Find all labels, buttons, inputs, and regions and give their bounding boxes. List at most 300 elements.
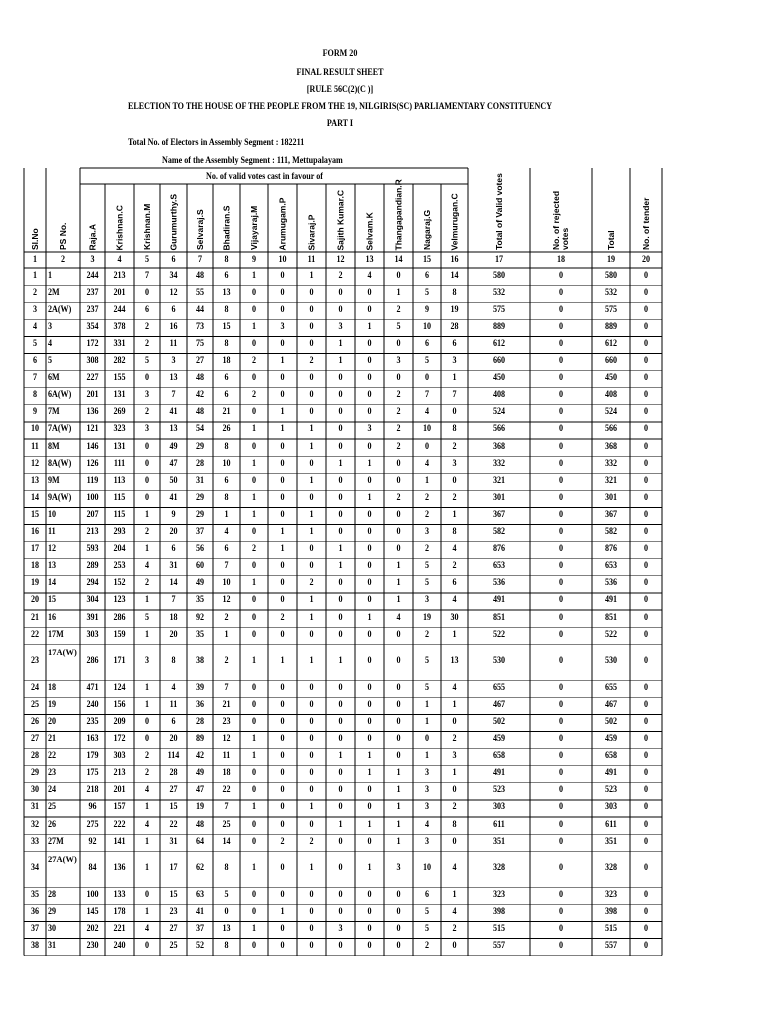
- vote-count-cell: 1: [309, 595, 314, 606]
- vote-count-cell: 1: [144, 682, 150, 693]
- vote-count-cell: 0: [396, 751, 401, 762]
- vote-count-cell: 235: [86, 716, 99, 727]
- vote-count-cell: 0: [396, 682, 401, 693]
- vote-count-cell: 0: [558, 270, 564, 281]
- polling-station-number: 24: [48, 785, 57, 796]
- vote-count-cell: 0: [367, 785, 372, 796]
- vote-count-cell: 0: [558, 923, 564, 934]
- vote-count-cell: 0: [144, 492, 150, 503]
- vote-count-cell: 7: [171, 390, 176, 401]
- vote-count-cell: 2: [396, 441, 401, 452]
- vote-count-cell: 1: [309, 270, 314, 281]
- vote-count-cell: 1: [280, 527, 285, 538]
- polling-station-number: 12: [48, 544, 57, 555]
- vote-count-cell: 0: [643, 441, 649, 452]
- vote-count-cell: 391: [86, 612, 99, 623]
- polling-station-number: 13: [48, 561, 57, 572]
- vote-count-cell: 580: [492, 270, 506, 281]
- vote-count-cell: 0: [251, 785, 257, 796]
- vote-count-cell: 876: [492, 544, 506, 555]
- vote-count-cell: 0: [367, 699, 372, 710]
- row-serial-number: 19: [30, 578, 40, 589]
- vote-count-cell: 25: [222, 819, 231, 830]
- vote-count-cell: 0: [251, 629, 257, 640]
- vote-count-cell: 6: [171, 304, 176, 315]
- vote-count-cell: 3: [396, 863, 401, 874]
- vote-count-cell: 3: [424, 527, 430, 538]
- vote-count-cell: 0: [643, 863, 649, 874]
- vote-count-cell: 114: [167, 751, 180, 762]
- vote-count-cell: 536: [604, 578, 618, 589]
- column-number: 17: [494, 255, 504, 265]
- vote-count-cell: 286: [86, 656, 99, 667]
- vote-count-cell: 0: [280, 923, 285, 934]
- vote-count-cell: 491: [604, 595, 618, 606]
- vote-count-cell: 0: [280, 785, 285, 796]
- vote-count-cell: 1: [452, 889, 457, 900]
- column-number: 13: [365, 255, 374, 265]
- vote-count-cell: 3: [144, 390, 150, 401]
- vote-count-cell: 0: [367, 734, 372, 745]
- polling-station-number: 19: [48, 699, 57, 710]
- vote-count-cell: 19: [195, 802, 205, 813]
- vote-count-cell: 2: [338, 270, 343, 281]
- vote-count-cell: 0: [280, 802, 285, 813]
- vote-count-cell: 28: [195, 458, 205, 469]
- vote-count-cell: 9: [171, 509, 176, 520]
- vote-count-cell: 0: [251, 561, 257, 572]
- vote-count-cell: 0: [280, 578, 285, 589]
- vote-count-cell: 532: [604, 287, 618, 298]
- vote-count-cell: 0: [338, 407, 343, 418]
- vote-count-cell: 0: [280, 458, 285, 469]
- vote-count-cell: 6: [224, 475, 229, 486]
- column-number: 7: [197, 255, 203, 265]
- vote-count-cell: 13: [222, 287, 231, 298]
- vote-count-cell: 0: [396, 544, 401, 555]
- vote-count-cell: 653: [604, 561, 618, 572]
- vote-count-cell: 0: [309, 561, 314, 572]
- vote-count-cell: 23: [222, 716, 231, 727]
- vote-count-cell: 0: [367, 941, 372, 952]
- vote-count-cell: 6: [144, 304, 150, 315]
- row-serial-number: 35: [30, 889, 40, 900]
- row-serial-number: 38: [30, 941, 40, 952]
- vote-count-cell: 0: [367, 595, 372, 606]
- vote-count-cell: 5: [144, 612, 150, 623]
- vote-count-cell: 0: [396, 458, 401, 469]
- vote-count-cell: 1: [144, 629, 150, 640]
- vote-count-cell: 0: [558, 941, 564, 952]
- vote-count-cell: 1: [396, 819, 401, 830]
- vote-count-cell: 92: [88, 836, 97, 847]
- vote-count-cell: 2: [396, 407, 401, 418]
- vote-count-cell: 1: [144, 906, 150, 917]
- vote-count-cell: 163: [86, 734, 99, 745]
- polling-station-number: 25: [48, 802, 57, 813]
- vote-count-cell: 0: [251, 441, 257, 452]
- vote-count-cell: 227: [86, 373, 99, 384]
- column-header-total-of-valid-votes: Total of Valid votes: [493, 173, 504, 250]
- vote-count-cell: 378: [113, 321, 126, 332]
- vote-count-cell: 0: [367, 561, 372, 572]
- vote-count-cell: 0: [280, 390, 285, 401]
- vote-count-cell: 2: [452, 441, 457, 452]
- vote-count-cell: 0: [280, 699, 285, 710]
- vote-count-cell: 3: [424, 595, 430, 606]
- vote-count-cell: 6: [452, 338, 457, 349]
- vote-count-cell: 26: [222, 424, 231, 435]
- vote-count-cell: 0: [452, 836, 457, 847]
- vote-count-cell: 2: [396, 390, 401, 401]
- vote-count-cell: 5: [424, 561, 430, 572]
- polling-station-number: 21: [48, 734, 57, 745]
- vote-count-cell: 0: [396, 338, 401, 349]
- row-serial-number: 15: [30, 509, 40, 520]
- vote-count-cell: 4: [144, 561, 150, 572]
- vote-count-cell: 6: [424, 338, 430, 349]
- vote-count-cell: 301: [492, 492, 506, 503]
- vote-count-cell: 1: [309, 802, 314, 813]
- vote-count-cell: 6: [424, 889, 430, 900]
- vote-count-cell: 5: [424, 287, 430, 298]
- vote-count-cell: 0: [144, 287, 150, 298]
- vote-count-cell: 0: [309, 407, 314, 418]
- vote-count-cell: 6: [224, 270, 229, 281]
- vote-count-cell: 0: [280, 287, 285, 298]
- vote-count-cell: 471: [86, 682, 99, 693]
- vote-count-cell: 612: [492, 338, 506, 349]
- form-title: FORM 20: [322, 49, 358, 59]
- vote-count-cell: 308: [86, 356, 99, 367]
- vote-count-cell: 0: [558, 304, 564, 315]
- vote-count-cell: 244: [113, 304, 126, 315]
- polling-station-number: 16: [48, 612, 57, 623]
- vote-count-cell: 209: [113, 716, 126, 727]
- vote-count-cell: 557: [604, 941, 618, 952]
- vote-count-cell: 42: [195, 390, 205, 401]
- vote-count-cell: 0: [396, 716, 401, 727]
- vote-count-cell: 0: [367, 836, 372, 847]
- vote-count-cell: 0: [251, 527, 257, 538]
- vote-count-cell: 8: [171, 656, 176, 667]
- vote-count-cell: 0: [643, 682, 649, 693]
- vote-count-cell: 0: [338, 424, 343, 435]
- vote-count-cell: 0: [558, 321, 564, 332]
- vote-count-cell: 6: [424, 270, 430, 281]
- vote-count-cell: 218: [86, 785, 99, 796]
- column-number: 18: [556, 255, 566, 265]
- vote-count-cell: 321: [492, 475, 506, 486]
- row-serial-number: 27: [30, 734, 40, 745]
- vote-count-cell: 123: [113, 595, 126, 606]
- vote-count-cell: 47: [195, 785, 205, 796]
- vote-count-cell: 0: [643, 287, 649, 298]
- vote-count-cell: 275: [86, 819, 99, 830]
- vote-count-cell: 0: [643, 612, 649, 623]
- vote-count-cell: 115: [113, 492, 126, 503]
- vote-count-cell: 13: [222, 923, 231, 934]
- row-serial-number: 29: [30, 768, 40, 779]
- vote-count-cell: 113: [113, 475, 126, 486]
- vote-count-cell: 20: [169, 527, 178, 538]
- vote-count-cell: 0: [424, 441, 430, 452]
- vote-count-cell: 14: [169, 578, 178, 589]
- vote-count-cell: 450: [604, 373, 618, 384]
- vote-count-cell: 2: [309, 578, 314, 589]
- vote-count-cell: 523: [604, 785, 618, 796]
- vote-count-cell: 1: [367, 819, 372, 830]
- vote-count-cell: 1: [251, 492, 257, 503]
- vote-count-cell: 16: [169, 321, 178, 332]
- vote-count-cell: 1: [144, 802, 150, 813]
- vote-count-cell: 1: [224, 629, 229, 640]
- vote-count-cell: 1: [280, 906, 285, 917]
- polling-station-number: 31: [48, 941, 57, 952]
- vote-count-cell: 201: [113, 785, 126, 796]
- vote-count-cell: 282: [113, 356, 126, 367]
- polling-station-number: 10: [48, 509, 57, 520]
- vote-count-cell: 2: [251, 544, 257, 555]
- vote-count-cell: 0: [338, 682, 343, 693]
- column-number: 16: [450, 255, 459, 265]
- row-serial-number: 16: [30, 527, 40, 538]
- vote-count-cell: 0: [309, 785, 314, 796]
- vote-count-cell: 31: [169, 836, 178, 847]
- vote-count-cell: 240: [86, 699, 99, 710]
- vote-count-cell: 2: [280, 612, 285, 623]
- vote-count-cell: 0: [224, 906, 229, 917]
- vote-count-cell: 1: [452, 768, 457, 779]
- vote-count-cell: 0: [367, 578, 372, 589]
- vote-count-cell: 491: [492, 768, 506, 779]
- vote-count-cell: 8: [224, 492, 229, 503]
- vote-count-cell: 367: [492, 509, 506, 520]
- vote-count-cell: 0: [251, 836, 257, 847]
- vote-count-cell: 1: [251, 578, 257, 589]
- vote-count-cell: 2: [144, 338, 150, 349]
- column-number: 12: [336, 255, 345, 265]
- vote-count-cell: 0: [367, 356, 372, 367]
- vote-count-cell: 0: [424, 373, 430, 384]
- vote-count-cell: 0: [558, 373, 564, 384]
- vote-count-cell: 1: [251, 424, 257, 435]
- vote-count-cell: 459: [604, 734, 618, 745]
- vote-count-cell: 27: [169, 785, 178, 796]
- election-title: ELECTION TO THE HOUSE OF THE PEOPLE FROM THE 19, NILGIRIS(SC) PARLIAMENTARY CONSTITUENCY: [127, 102, 553, 112]
- vote-count-cell: 0: [558, 356, 564, 367]
- vote-count-cell: 289: [86, 561, 99, 572]
- vote-count-cell: 23: [169, 906, 178, 917]
- vote-count-cell: 1: [309, 509, 314, 520]
- vote-count-cell: 658: [604, 751, 618, 762]
- vote-count-cell: 131: [113, 441, 126, 452]
- vote-count-cell: 237: [86, 287, 99, 298]
- vote-count-cell: 1: [367, 321, 372, 332]
- vote-count-cell: 21: [222, 407, 231, 418]
- vote-count-cell: 0: [452, 785, 457, 796]
- vote-count-cell: 19: [450, 304, 459, 315]
- vote-count-cell: 0: [309, 321, 314, 332]
- vote-count-cell: 575: [492, 304, 506, 315]
- column-header-sajith-kumar-c: Sajith Kumar.C: [335, 189, 345, 250]
- vote-count-cell: 37: [195, 923, 205, 934]
- vote-count-cell: 7: [424, 390, 430, 401]
- vote-count-cell: 0: [309, 544, 314, 555]
- vote-count-cell: 240: [113, 941, 126, 952]
- vote-count-cell: 6: [171, 716, 176, 727]
- vote-count-cell: 582: [492, 527, 506, 538]
- vote-count-cell: 4: [452, 544, 457, 555]
- vote-count-cell: 0: [396, 270, 401, 281]
- row-serial-number: 34: [30, 863, 40, 874]
- vote-count-cell: 172: [86, 338, 99, 349]
- vote-count-cell: 5: [424, 656, 430, 667]
- vote-count-cell: 100: [86, 889, 99, 900]
- vote-count-cell: 0: [643, 492, 649, 503]
- vote-count-cell: 20: [169, 734, 178, 745]
- vote-count-cell: 0: [309, 338, 314, 349]
- vote-count-cell: 0: [643, 578, 649, 589]
- vote-count-cell: 0: [338, 492, 343, 503]
- column-header-no-of-tender: No. of tender: [640, 197, 651, 250]
- row-serial-number: 31: [30, 802, 40, 813]
- vote-count-cell: 1: [424, 699, 430, 710]
- vote-count-cell: 0: [309, 287, 314, 298]
- vote-count-cell: 3: [424, 785, 430, 796]
- vote-count-cell: 294: [86, 578, 99, 589]
- vote-count-cell: 5: [424, 906, 430, 917]
- vote-count-cell: 304: [86, 595, 99, 606]
- vote-count-cell: 524: [492, 407, 506, 418]
- vote-count-cell: 100: [86, 492, 99, 503]
- polling-station-number: 28: [48, 889, 57, 900]
- vote-count-cell: 0: [643, 424, 649, 435]
- row-serial-number: 21: [30, 612, 40, 623]
- vote-count-cell: 0: [396, 656, 401, 667]
- vote-count-cell: 0: [309, 304, 314, 315]
- vote-count-cell: 1: [224, 509, 229, 520]
- vote-count-cell: 0: [280, 561, 285, 572]
- vote-count-cell: 35: [195, 595, 205, 606]
- vote-count-cell: 19: [422, 612, 432, 623]
- vote-count-cell: 0: [558, 287, 564, 298]
- vote-count-cell: 201: [86, 390, 99, 401]
- vote-count-cell: 0: [338, 373, 343, 384]
- column-number: 20: [641, 255, 651, 265]
- vote-count-cell: 111: [113, 458, 126, 469]
- vote-count-cell: 0: [144, 441, 150, 452]
- vote-count-cell: 0: [280, 889, 285, 900]
- vote-count-cell: 49: [195, 768, 205, 779]
- vote-count-cell: 3: [452, 751, 457, 762]
- vote-count-cell: 157: [113, 802, 126, 813]
- vote-count-cell: 204: [113, 544, 126, 555]
- vote-count-cell: 0: [309, 458, 314, 469]
- vote-count-cell: 28: [450, 321, 459, 332]
- vote-count-cell: 52: [195, 941, 205, 952]
- vote-count-cell: 0: [367, 304, 372, 315]
- vote-count-cell: 8: [452, 527, 457, 538]
- row-serial-number: 20: [30, 595, 40, 606]
- vote-count-cell: 323: [492, 889, 506, 900]
- vote-count-cell: 6: [171, 544, 176, 555]
- vote-count-cell: 1: [280, 656, 285, 667]
- vote-count-cell: 467: [604, 699, 618, 710]
- vote-count-cell: 0: [338, 287, 343, 298]
- vote-count-cell: 1: [144, 544, 150, 555]
- column-header-thangapandian-r: Thangapandian.R: [393, 178, 403, 250]
- vote-count-cell: 35: [195, 629, 205, 640]
- vote-count-cell: 0: [309, 906, 314, 917]
- vote-count-cell: 0: [558, 338, 564, 349]
- vote-count-cell: 2: [452, 734, 457, 745]
- vote-count-cell: 653: [492, 561, 506, 572]
- vote-count-cell: 22: [222, 785, 231, 796]
- vote-count-cell: 0: [396, 906, 401, 917]
- vote-count-cell: 207: [86, 509, 99, 520]
- vote-count-cell: 4: [171, 682, 176, 693]
- row-serial-number: 9: [32, 407, 38, 418]
- vote-count-cell: 0: [280, 492, 285, 503]
- vote-count-cell: 655: [492, 682, 506, 693]
- vote-count-cell: 2: [452, 923, 457, 934]
- vote-count-cell: 0: [643, 356, 649, 367]
- vote-count-cell: 530: [492, 656, 506, 667]
- vote-count-cell: 0: [367, 802, 372, 813]
- vote-count-cell: 5: [424, 356, 430, 367]
- vote-count-cell: 2: [424, 544, 430, 555]
- vote-count-cell: 530: [604, 656, 618, 667]
- vote-count-cell: 0: [643, 716, 649, 727]
- vote-count-cell: 3: [338, 923, 343, 934]
- vote-count-cell: 1: [280, 407, 285, 418]
- vote-count-cell: 0: [452, 407, 457, 418]
- vote-count-cell: 201: [113, 287, 126, 298]
- valid-votes-caption: No. of valid votes cast in favour of: [206, 172, 323, 182]
- vote-count-cell: 2: [144, 578, 150, 589]
- electors-count: Total No. of Electors in Assembly Segment : 182211: [128, 138, 305, 148]
- vote-count-cell: 660: [604, 356, 618, 367]
- column-number: 9: [251, 255, 257, 265]
- vote-count-cell: 1: [452, 699, 457, 710]
- vote-count-cell: 31: [195, 475, 205, 486]
- vote-count-cell: 524: [604, 407, 618, 418]
- row-serial-number: 33: [30, 836, 40, 847]
- column-number: 19: [606, 255, 616, 265]
- vote-count-cell: 1: [144, 699, 150, 710]
- vote-count-cell: 0: [558, 509, 564, 520]
- column-number: 10: [278, 255, 287, 265]
- vote-count-cell: 0: [367, 906, 372, 917]
- vote-count-cell: 8: [224, 304, 229, 315]
- vote-count-cell: 34: [169, 270, 178, 281]
- polling-station-number: 17M: [48, 629, 64, 640]
- vote-count-cell: 84: [88, 863, 97, 874]
- vote-count-cell: 269: [113, 407, 126, 418]
- vote-count-cell: 48: [195, 373, 205, 384]
- column-header-raja-a: Raja.A: [87, 223, 97, 250]
- vote-count-cell: 0: [309, 751, 314, 762]
- polling-station-number: 27A(W): [48, 854, 77, 865]
- vote-count-cell: 1: [251, 321, 257, 332]
- vote-count-cell: 8: [224, 338, 229, 349]
- vote-count-cell: 1: [367, 768, 372, 779]
- vote-count-cell: 1: [251, 923, 257, 934]
- column-header-total: Total: [605, 230, 616, 250]
- vote-count-cell: 29: [195, 509, 205, 520]
- vote-count-cell: 0: [309, 390, 314, 401]
